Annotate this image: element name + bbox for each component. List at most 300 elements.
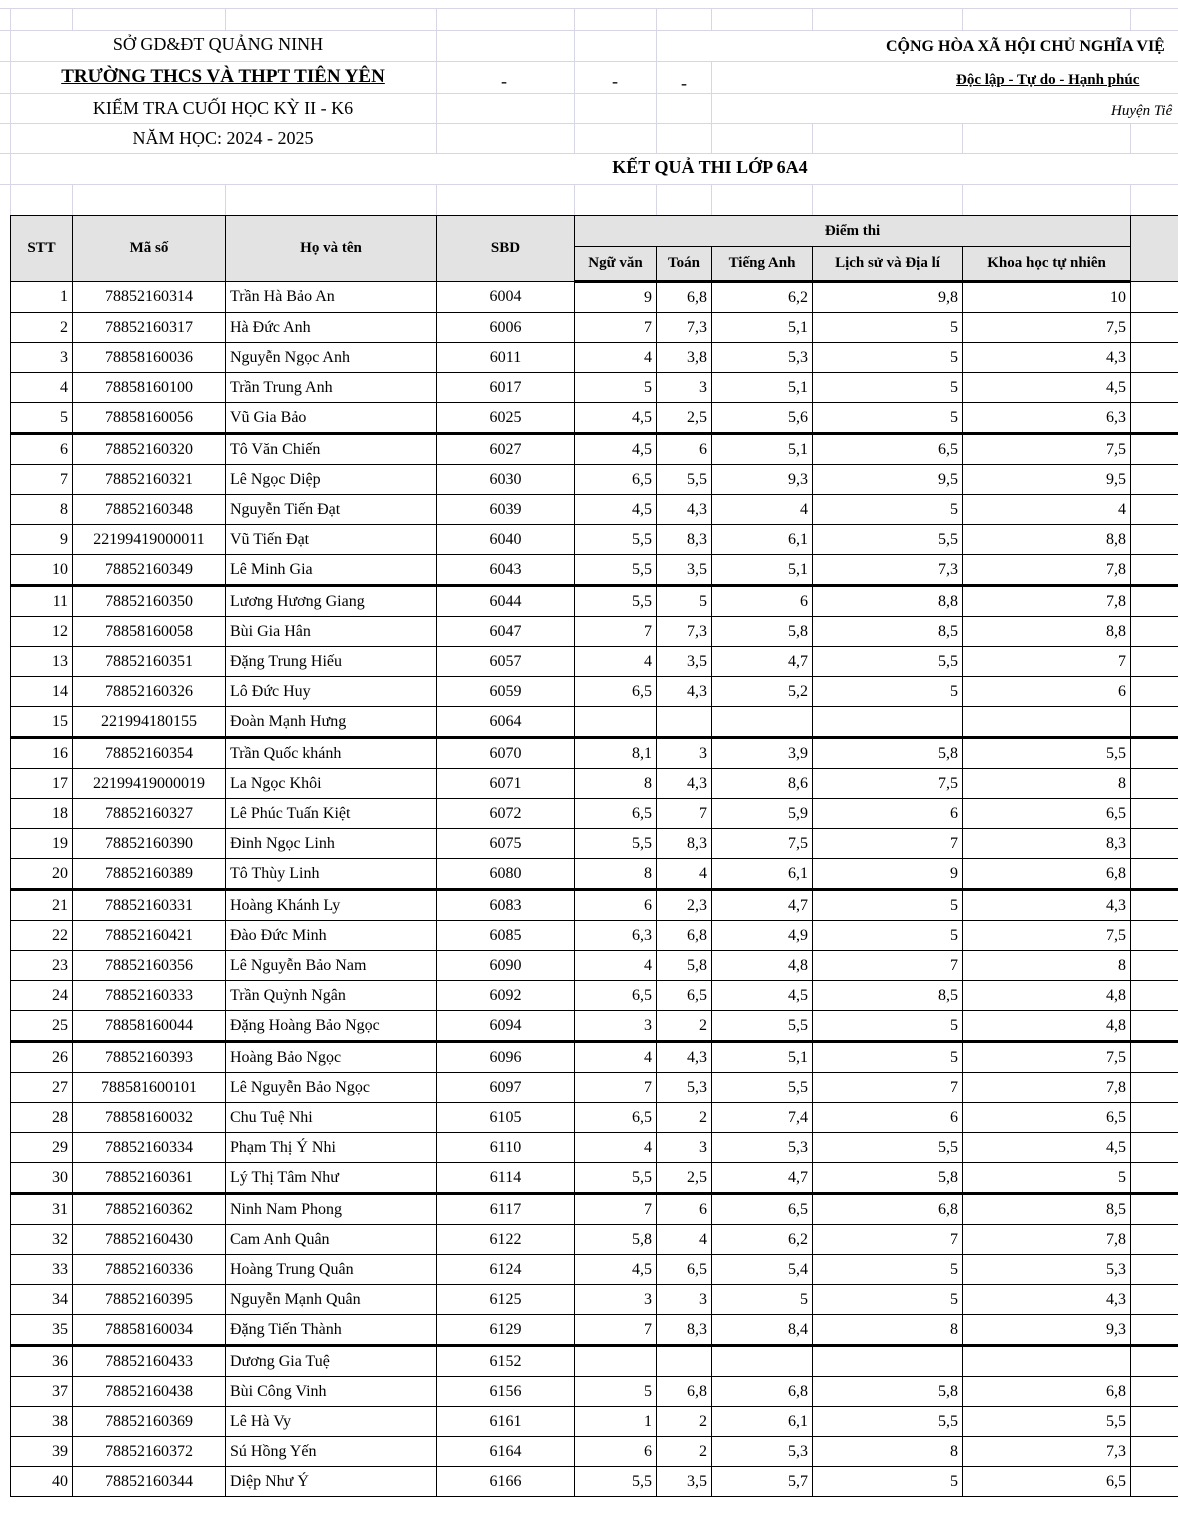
cell-name: Nguyễn Ngọc Anh [226,343,437,373]
cell-name: Lương Hương Giang [226,586,437,617]
cell-score-history-geography: 8,5 [813,981,963,1011]
cell-name: La Ngọc Khôi [226,769,437,799]
cell-score-history-geography: 5,5 [813,1407,963,1437]
cell-score-natural-science: 4,8 [963,1011,1131,1042]
cell-score-math: 6,5 [657,981,712,1011]
cell-extra [1131,890,1178,921]
cell-score-literature: 6,5 [575,1103,657,1133]
cell-maso: 78852160321 [73,465,226,495]
cell-score-english: 6 [712,586,813,617]
table-row [11,1407,1178,1437]
cell-stt: 24 [11,981,73,1011]
cell-score-literature: 5,5 [575,1163,657,1194]
cell-score-english: 5,5 [712,1073,813,1103]
cell-maso: 22199419000019 [73,769,226,799]
cell-score-history-geography: 6 [813,799,963,829]
cell-score-english: 8,4 [712,1315,813,1346]
cell-score-history-geography: 6 [813,1103,963,1133]
cell-extra [1131,403,1178,434]
cell-maso: 78852160327 [73,799,226,829]
cell-name: Trần Quốc khánh [226,738,437,769]
cell-score-literature: 7 [575,313,657,343]
cell-score-math: 4,3 [657,769,712,799]
cell-stt: 14 [11,677,73,707]
cell-score-natural-science [963,1346,1131,1377]
cell-extra [1131,769,1178,799]
table-row [11,525,1178,555]
cell-sbd: 6092 [437,981,575,1011]
cell-extra [1131,951,1178,981]
cell-name: Lê Nguyễn Bảo Nam [226,951,437,981]
grid-line [1130,184,1131,215]
cell-maso: 78858160100 [73,373,226,403]
cell-score-natural-science: 7,8 [963,586,1131,617]
cell-score-literature: 4 [575,1042,657,1073]
cell-maso: 78852160433 [73,1346,226,1377]
cell-score-math: 6,8 [657,282,712,313]
table-row [11,1073,1178,1103]
cell-extra [1131,707,1178,738]
cell-score-english: 5,1 [712,555,813,586]
table-row [11,1467,1178,1497]
cell-score-history-geography: 9 [813,859,963,890]
cell-maso: 78852160389 [73,859,226,890]
cell-name: Vũ Gia Bảo [226,403,437,434]
cell-extra [1131,1285,1178,1315]
cell-score-history-geography: 5 [813,1042,963,1073]
grid-line [0,153,1178,154]
cell-score-natural-science: 6,5 [963,799,1131,829]
header-subject-literature: Ngữ văn [575,247,657,282]
cell-score-natural-science: 7,5 [963,921,1131,951]
cell-score-natural-science: 4,5 [963,1133,1131,1163]
header-subject-math: Toán [657,247,712,282]
cell-score-math: 8,3 [657,525,712,555]
cell-score-natural-science: 9,3 [963,1315,1131,1346]
grid-line [711,184,712,215]
cell-score-natural-science: 5,3 [963,1255,1131,1285]
cell-score-math: 2,3 [657,890,712,921]
cell-score-math: 7,3 [657,617,712,647]
cell-maso: 78858160058 [73,617,226,647]
cell-sbd: 6072 [437,799,575,829]
cell-sbd: 6122 [437,1225,575,1255]
grid-line [812,8,813,30]
cell-name: Trần Hà Bảo An [226,282,437,313]
table-row [11,1346,1178,1377]
cell-score-math: 4 [657,859,712,890]
cell-score-natural-science: 7,5 [963,313,1131,343]
table-row [11,769,1178,799]
cell-score-math: 6,8 [657,921,712,951]
cell-stt: 4 [11,373,73,403]
cell-score-history-geography: 5,5 [813,525,963,555]
cell-score-history-geography: 7 [813,829,963,859]
cell-score-natural-science: 8,8 [963,617,1131,647]
cell-maso: 78852160317 [73,313,226,343]
cell-score-natural-science: 8 [963,769,1131,799]
table-row [11,434,1178,465]
cell-score-math: 3,8 [657,343,712,373]
cell-score-math: 4 [657,1225,712,1255]
cell-score-literature: 7 [575,1073,657,1103]
cell-score-math: 2 [657,1011,712,1042]
school-year: NĂM HỌC: 2024 - 2025 [132,128,314,148]
cell-stt: 27 [11,1073,73,1103]
cell-score-history-geography: 9,5 [813,465,963,495]
cell-score-history-geography: 5 [813,677,963,707]
cell-score-history-geography: 5 [813,495,963,525]
grid-line [225,184,226,215]
cell-score-english: 6,1 [712,525,813,555]
cell-name: Hà Đức Anh [226,313,437,343]
cell-stt: 30 [11,1163,73,1194]
cell-name: Lý Thị Tâm Như [226,1163,437,1194]
cell-stt: 28 [11,1103,73,1133]
cell-score-literature: 4 [575,951,657,981]
cell-score-literature: 5,5 [575,829,657,859]
table-row [11,282,1178,313]
cell-maso: 78852160320 [73,434,226,465]
cell-stt: 17 [11,769,73,799]
cell-extra [1131,981,1178,1011]
cell-score-math: 6,5 [657,1255,712,1285]
cell-score-literature: 8 [575,769,657,799]
cell-score-natural-science: 4,3 [963,343,1131,373]
cell-score-math: 2,5 [657,1163,712,1194]
table-row [11,343,1178,373]
cell-score-english: 6,2 [712,282,813,313]
table-row [11,1285,1178,1315]
cell-stt: 13 [11,647,73,677]
cell-score-history-geography: 8 [813,1437,963,1467]
cell-sbd: 6080 [437,859,575,890]
cell-name: Nguyễn Tiến Đạt [226,495,437,525]
cell-maso: 78852160344 [73,1467,226,1497]
cell-maso: 78858160044 [73,1011,226,1042]
cell-sbd: 6047 [437,617,575,647]
cell-score-literature: 6,3 [575,921,657,951]
cell-stt: 22 [11,921,73,951]
cell-score-history-geography: 5 [813,373,963,403]
cell-name: Vũ Tiến Đạt [226,525,437,555]
cell-score-english: 6,1 [712,1407,813,1437]
cell-sbd: 6152 [437,1346,575,1377]
grid-line [1130,123,1131,153]
cell-name: Trần Quỳnh Ngân [226,981,437,1011]
cell-sbd: 6129 [437,1315,575,1346]
cell-sbd: 6125 [437,1285,575,1315]
cell-score-math: 7,3 [657,313,712,343]
cell-score-literature: 6 [575,1437,657,1467]
cell-score-natural-science: 5 [963,1163,1131,1194]
cell-score-history-geography: 5 [813,1011,963,1042]
cell-score-english: 7,4 [712,1103,813,1133]
page-title: KẾT QUẢ THI LỚP 6A4 [612,157,808,177]
cell-name: Lê Hà Vy [226,1407,437,1437]
grid-line [962,123,963,153]
cell-name: Nguyễn Mạnh Quân [226,1285,437,1315]
cell-sbd: 6006 [437,313,575,343]
cell-score-history-geography: 7 [813,1073,963,1103]
cell-stt: 12 [11,617,73,647]
cell-score-natural-science: 9,5 [963,465,1131,495]
cell-score-natural-science: 7,5 [963,434,1131,465]
cell-score-english: 6,2 [712,1225,813,1255]
cell-sbd: 6090 [437,951,575,981]
grid-line [812,123,813,153]
cell-score-history-geography: 6,5 [813,434,963,465]
cell-sbd: 6040 [437,525,575,555]
cell-score-math: 3,5 [657,555,712,586]
cell-score-natural-science: 4,5 [963,373,1131,403]
cell-sbd: 6156 [437,1377,575,1407]
cell-score-math: 3 [657,373,712,403]
cell-stt: 16 [11,738,73,769]
separator-dash: - [681,73,687,93]
cell-score-literature: 5,5 [575,525,657,555]
cell-maso: 78852160354 [73,738,226,769]
cell-sbd: 6011 [437,343,575,373]
cell-sbd: 6105 [437,1103,575,1133]
cell-name: Ninh Nam Phong [226,1194,437,1225]
cell-maso: 788581600101 [73,1073,226,1103]
table-row [11,1133,1178,1163]
cell-extra [1131,1346,1178,1377]
cell-score-literature: 5,8 [575,1225,657,1255]
cell-extra [1131,495,1178,525]
cell-name: Lê Minh Gia [226,555,437,586]
cell-maso: 78852160351 [73,647,226,677]
cell-score-history-geography: 5,5 [813,647,963,677]
grid-line [72,8,73,30]
cell-score-english [712,707,813,738]
cell-name: Chu Tuệ Nhi [226,1103,437,1133]
cell-maso: 78852160369 [73,1407,226,1437]
cell-extra [1131,1042,1178,1073]
cell-extra [1131,1467,1178,1497]
cell-score-literature: 6 [575,890,657,921]
cell-stt: 34 [11,1285,73,1315]
school-name: TRƯỜNG THCS VÀ THPT TIÊN YÊN [61,66,385,87]
separator-dash: - [612,71,618,91]
cell-score-math: 5,5 [657,465,712,495]
cell-score-math: 8,3 [657,829,712,859]
cell-stt: 3 [11,343,73,373]
cell-name: Hoàng Trung Quân [226,1255,437,1285]
cell-score-math: 6 [657,1194,712,1225]
cell-score-math: 2 [657,1103,712,1133]
cell-score-literature: 4 [575,647,657,677]
cell-name: Đặng Tiến Thành [226,1315,437,1346]
cell-stt: 25 [11,1011,73,1042]
cell-sbd: 6164 [437,1437,575,1467]
cell-stt: 21 [11,890,73,921]
cell-score-natural-science: 7,5 [963,1042,1131,1073]
cell-name: Cam Anh Quân [226,1225,437,1255]
cell-score-history-geography: 6,8 [813,1194,963,1225]
cell-score-literature: 4 [575,343,657,373]
cell-stt: 19 [11,829,73,859]
cell-score-natural-science: 6,3 [963,403,1131,434]
cell-score-english: 4,7 [712,1163,813,1194]
cell-stt: 1 [11,282,73,313]
cell-score-english: 5,1 [712,434,813,465]
grid-line [0,30,1178,31]
department-name: SỞ GD&ĐT QUẢNG NINH [112,34,324,54]
cell-sbd: 6027 [437,434,575,465]
cell-extra [1131,1163,1178,1194]
cell-score-english: 5,1 [712,1042,813,1073]
cell-maso: 78852160356 [73,951,226,981]
cell-sbd: 6096 [437,1042,575,1073]
cell-score-math: 4,3 [657,677,712,707]
grid-line [0,61,1178,62]
cell-maso: 78852160333 [73,981,226,1011]
cell-maso: 78852160372 [73,1437,226,1467]
cell-stt: 11 [11,586,73,617]
cell-name: Phạm Thị Ý Nhi [226,1133,437,1163]
cell-score-natural-science: 7,8 [963,1225,1131,1255]
header-maso: Mã số [73,216,226,282]
cell-score-math: 4,3 [657,1042,712,1073]
grid-line [711,8,712,30]
cell-score-math: 6,8 [657,1377,712,1407]
table-row [11,890,1178,921]
cell-score-history-geography: 9,8 [813,282,963,313]
cell-score-history-geography: 5 [813,890,963,921]
cell-name: Lê Ngọc Diệp [226,465,437,495]
separator-dash: - [501,71,507,91]
cell-score-math: 7 [657,799,712,829]
cell-stt: 32 [11,1225,73,1255]
cell-score-literature [575,707,657,738]
cell-sbd: 6114 [437,1163,575,1194]
cell-sbd: 6117 [437,1194,575,1225]
cell-extra [1131,555,1178,586]
cell-sbd: 6039 [437,495,575,525]
cell-score-history-geography: 5,8 [813,738,963,769]
cell-score-math [657,1346,712,1377]
cell-score-history-geography: 7 [813,1225,963,1255]
table-row [11,1437,1178,1467]
cell-score-natural-science: 4,3 [963,1285,1131,1315]
grid-line [962,8,963,30]
table-row [11,403,1178,434]
header-subject-english: Tiếng Anh [712,247,813,282]
cell-score-english: 4,9 [712,921,813,951]
header-extra [1131,216,1178,282]
republic-title: CỘNG HÒA XÃ HỘI CHỦ NGHĨA VIỆ [886,38,1165,55]
table-row [11,738,1178,769]
cell-score-literature: 5,5 [575,555,657,586]
document-header [0,0,1178,215]
cell-maso: 78852160331 [73,890,226,921]
cell-score-literature: 3 [575,1285,657,1315]
cell-score-english: 5,7 [712,1467,813,1497]
table-row [11,859,1178,890]
cell-name: Trần Trung Anh [226,373,437,403]
cell-score-math: 5,8 [657,951,712,981]
table-row [11,799,1178,829]
cell-extra [1131,1255,1178,1285]
cell-extra [1131,373,1178,403]
table-row [11,1042,1178,1073]
cell-name: Tô Thùy Linh [226,859,437,890]
cell-score-math: 6 [657,434,712,465]
cell-name: Lê Nguyễn Bảo Ngọc [226,1073,437,1103]
cell-name: Bùi Công Vinh [226,1377,437,1407]
cell-score-literature: 5,5 [575,586,657,617]
table-row [11,465,1178,495]
table-row [11,1225,1178,1255]
cell-score-literature: 4,5 [575,403,657,434]
cell-score-natural-science: 4,3 [963,890,1131,921]
cell-maso: 78852160393 [73,1042,226,1073]
cell-maso: 78852160395 [73,1285,226,1315]
table-row [11,1194,1178,1225]
cell-score-english: 4,7 [712,647,813,677]
cell-score-natural-science: 4 [963,495,1131,525]
cell-maso: 78852160314 [73,282,226,313]
cell-stt: 20 [11,859,73,890]
header-name: Họ và tên [226,216,437,282]
cell-score-natural-science: 8,3 [963,829,1131,859]
cell-maso: 78852160348 [73,495,226,525]
cell-score-english: 6,8 [712,1377,813,1407]
cell-sbd: 6059 [437,677,575,707]
cell-score-math: 4,3 [657,495,712,525]
cell-maso: 78852160438 [73,1377,226,1407]
grid-line [812,184,813,215]
cell-score-english: 5,1 [712,373,813,403]
cell-maso: 78852160421 [73,921,226,951]
cell-score-math: 2 [657,1407,712,1437]
cell-score-literature: 6,5 [575,465,657,495]
cell-score-english: 5,3 [712,1133,813,1163]
cell-sbd: 6064 [437,707,575,738]
cell-name: Đặng Trung Hiếu [226,647,437,677]
cell-sbd: 6044 [437,586,575,617]
table-row [11,1103,1178,1133]
cell-name: Dương Gia Tuệ [226,1346,437,1377]
table-row [11,647,1178,677]
cell-stt: 8 [11,495,73,525]
cell-stt: 40 [11,1467,73,1497]
cell-score-math: 2,5 [657,403,712,434]
cell-score-natural-science [963,707,1131,738]
cell-name: Đào Đức Minh [226,921,437,951]
cell-score-literature: 5 [575,1377,657,1407]
cell-name: Diệp Như Ý [226,1467,437,1497]
table-row [11,921,1178,951]
table-row [11,829,1178,859]
cell-name: Sú Hồng Yến [226,1437,437,1467]
cell-sbd: 6004 [437,282,575,313]
cell-sbd: 6110 [437,1133,575,1163]
cell-score-history-geography: 5 [813,313,963,343]
cell-score-literature: 7 [575,1315,657,1346]
cell-extra [1131,1315,1178,1346]
cell-stt: 33 [11,1255,73,1285]
cell-stt: 15 [11,707,73,738]
cell-score-natural-science: 7,3 [963,1437,1131,1467]
cell-score-literature: 6,5 [575,677,657,707]
cell-score-history-geography: 8 [813,1315,963,1346]
cell-score-literature: 4 [575,1133,657,1163]
cell-score-english: 9,3 [712,465,813,495]
cell-score-literature: 7 [575,1194,657,1225]
